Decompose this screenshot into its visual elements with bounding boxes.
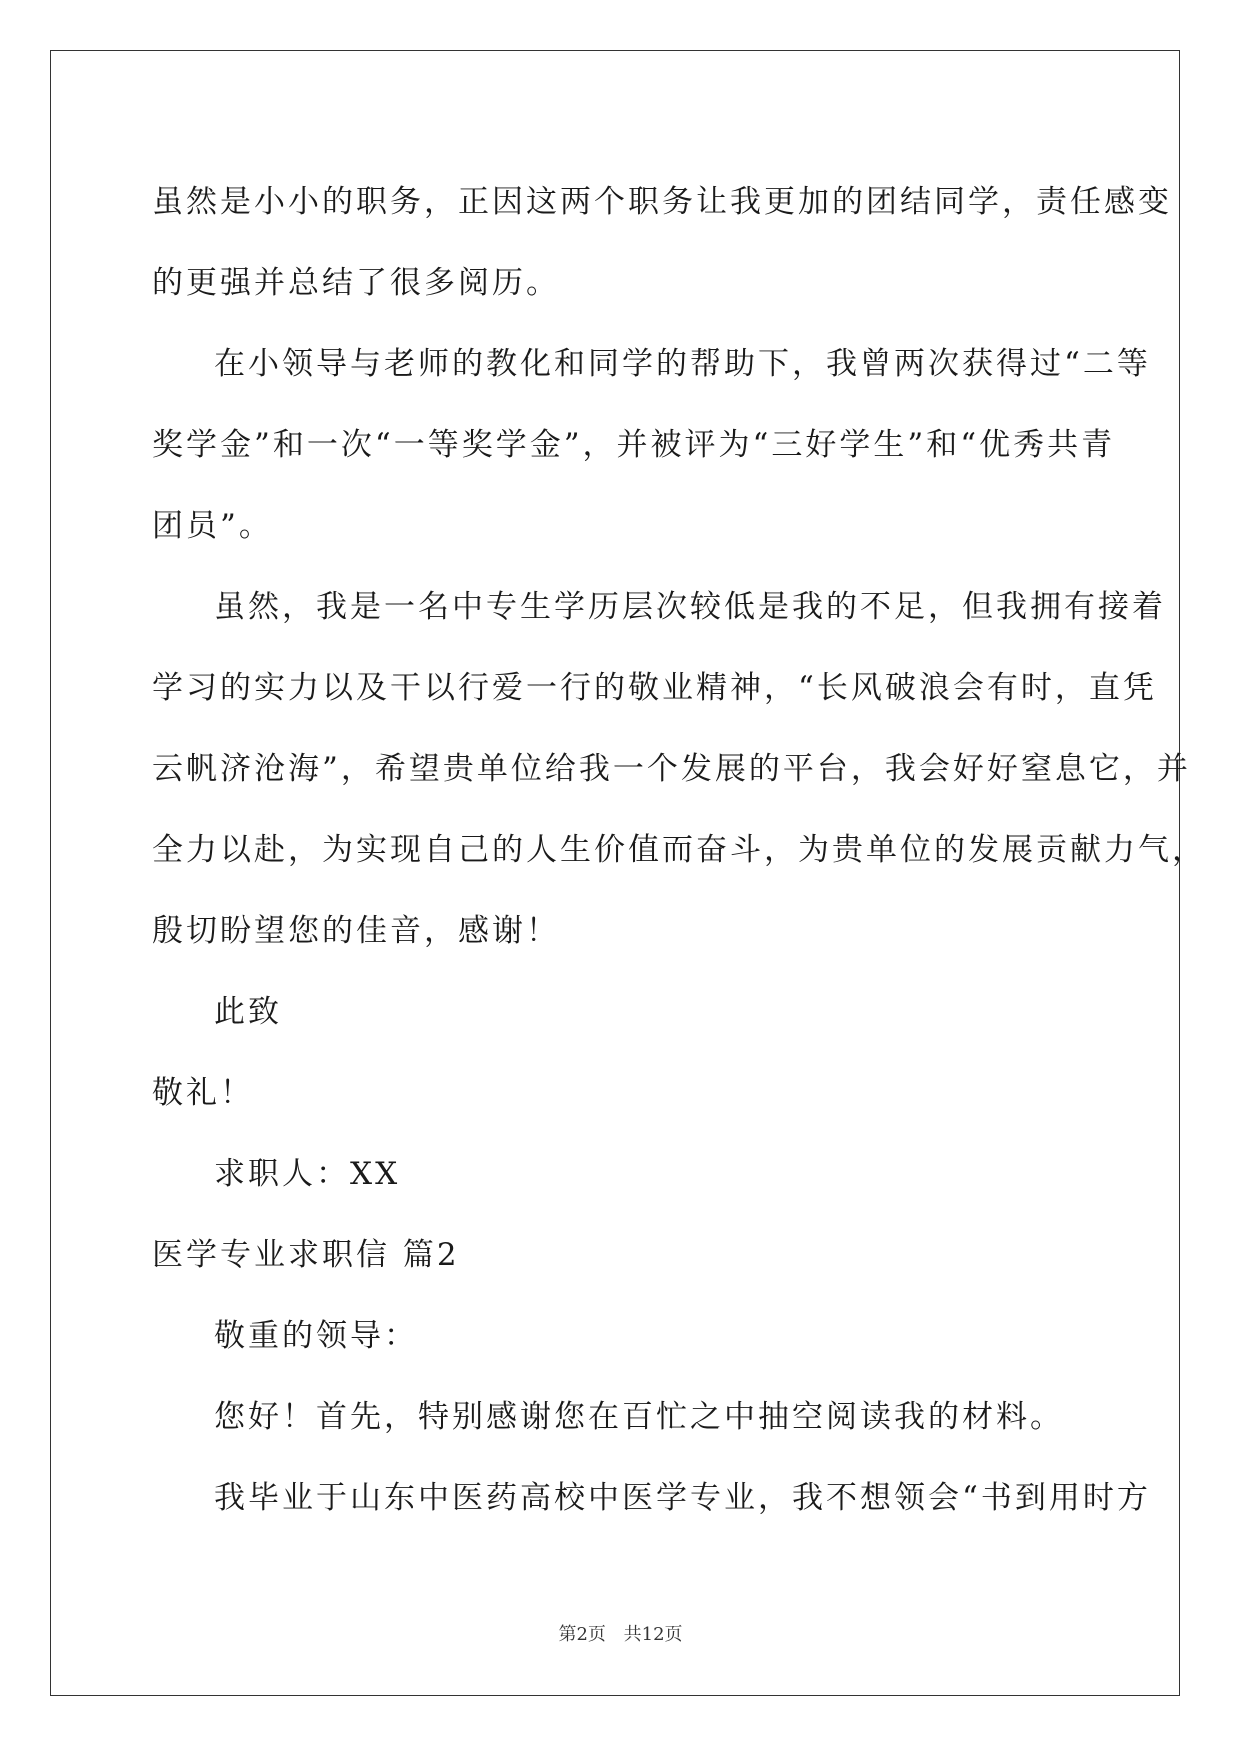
text-line: 的更强并总结了很多阅历。 [152, 265, 560, 301]
page-number: 第2页 [558, 1624, 606, 1645]
closing-respect: 敬礼！ [152, 1075, 254, 1111]
text-line: 团员”。 [152, 508, 273, 544]
text-line: 虽然，我是一名中专生学历层次较低是我的不足，但我拥有接着 [214, 589, 1166, 625]
text-line: 虽然是小小的职务，正因这两个职务让我更加的团结同学，责任感变 [152, 184, 1172, 220]
signature-line: 求职人：XX [214, 1156, 401, 1192]
text-line: 云帆济沧海”，希望贵单位给我一个发展的平台，我会好好窒息它，并 [152, 751, 1191, 787]
section-heading: 医学专业求职信 篇2 [152, 1237, 460, 1273]
closing-salutation: 此致 [214, 994, 282, 1030]
text-line: 您好！首先，特别感谢您在百忙之中抽空阅读我的材料。 [214, 1399, 1064, 1435]
text-line: 殷切盼望您的佳音，感谢！ [152, 913, 560, 949]
page-total: 共12页 [623, 1624, 683, 1645]
text-line: 学习的实力以及干以行爱一行的敬业精神，“长风破浪会有时，直凭 [152, 670, 1157, 706]
text-line: 在小领导与老师的教化和同学的帮助下，我曾两次获得过“二等 [214, 346, 1151, 382]
document-body [152, 162, 1206, 1539]
text-line: 全力以赴，为实现自己的人生价值而奋斗，为贵单位的发展贡献力气， [152, 832, 1206, 868]
page-footer [0, 1620, 1241, 1646]
text-line: 我毕业于山东中医药高校中医学专业，我不想领会“书到用时方 [214, 1480, 1151, 1516]
greeting-line: 敬重的领导： [214, 1318, 418, 1354]
text-line: 奖学金”和一次“一等奖学金”，并被评为“三好学生”和“优秀共青 [152, 427, 1116, 463]
